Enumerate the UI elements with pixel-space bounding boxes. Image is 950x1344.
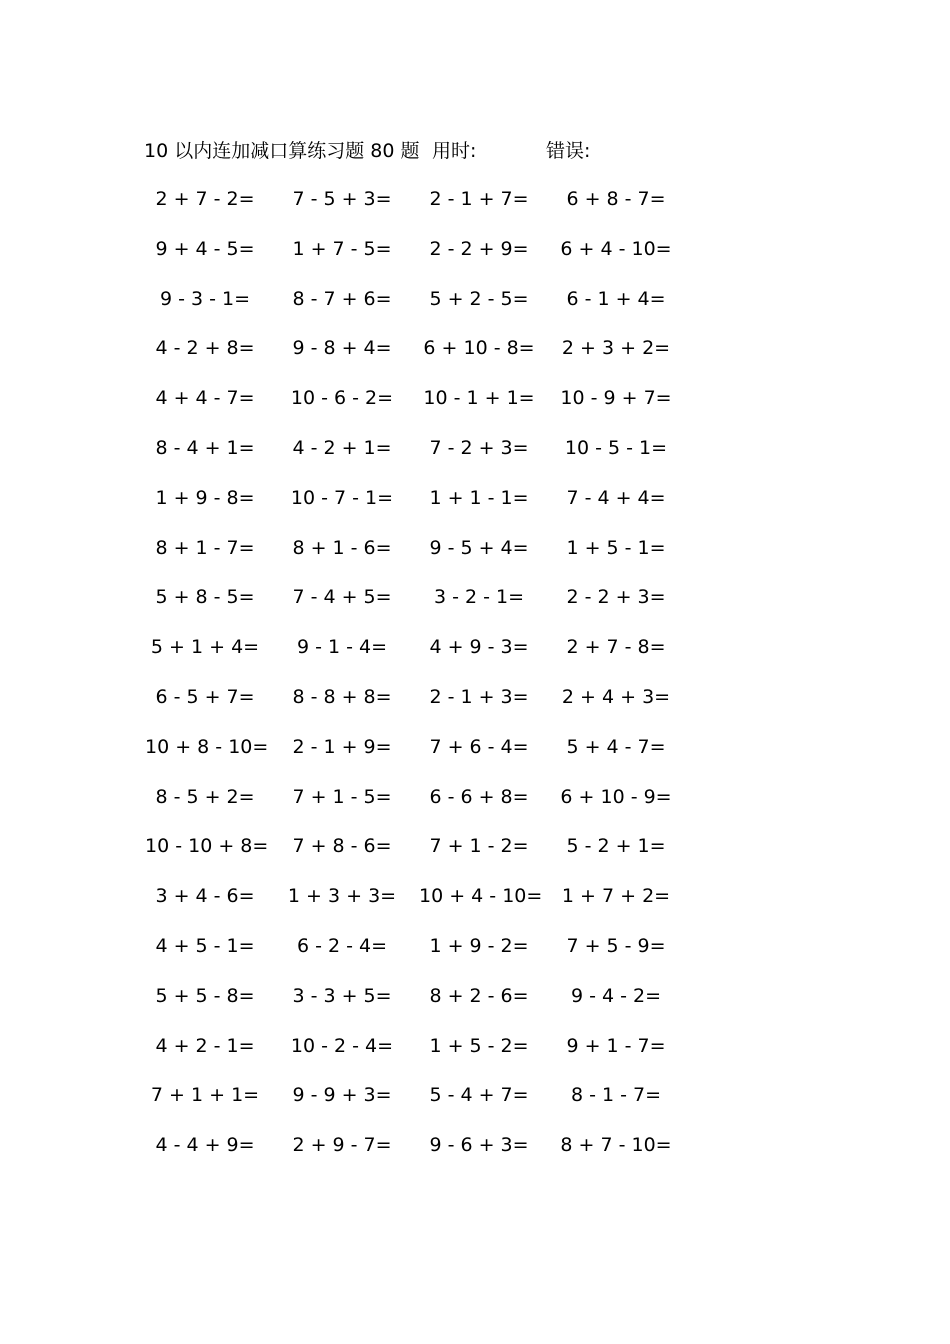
problem-row <box>145 782 705 832</box>
problem-row <box>145 483 705 533</box>
arithmetic-problem: 2 - 1 + 9= <box>292 735 392 758</box>
arithmetic-problem: 2 - 2 + 3= <box>566 586 666 609</box>
arithmetic-problem: 3 - 2 - 1= <box>433 586 525 609</box>
arithmetic-problem: 9 - 6 + 3= <box>429 1134 529 1157</box>
arithmetic-problem: 7 - 2 + 3= <box>429 436 529 459</box>
arithmetic-problem: 7 + 1 - 5= <box>292 785 392 808</box>
arithmetic-problem: 5 - 2 + 1= <box>566 835 666 858</box>
problem-row <box>145 1130 705 1180</box>
problem-row <box>145 184 705 234</box>
arithmetic-problem: 5 + 8 - 5= <box>155 586 255 609</box>
problem-row <box>145 582 705 632</box>
arithmetic-problem: 9 + 4 - 5= <box>155 237 255 260</box>
problem-row <box>145 632 705 682</box>
problem-row <box>145 881 705 931</box>
arithmetic-problem: 6 - 1 + 4= <box>566 287 666 310</box>
arithmetic-problem: 8 - 5 + 2= <box>155 785 255 808</box>
problem-row <box>145 732 705 782</box>
arithmetic-problem: 4 - 2 + 8= <box>155 337 255 360</box>
arithmetic-problem: 8 + 2 - 6= <box>429 984 529 1007</box>
problem-row <box>145 1080 705 1130</box>
arithmetic-problem: 8 + 7 - 10= <box>560 1134 672 1157</box>
arithmetic-problem: 5 + 2 - 5= <box>429 287 529 310</box>
arithmetic-problem: 8 + 1 - 6= <box>292 536 392 559</box>
arithmetic-problem: 1 + 7 + 2= <box>561 885 671 908</box>
arithmetic-problem: 1 + 5 - 1= <box>566 536 666 559</box>
arithmetic-problem: 9 - 5 + 4= <box>429 536 529 559</box>
arithmetic-problem: 2 + 7 - 8= <box>566 636 666 659</box>
arithmetic-problem: 10 - 2 - 4= <box>290 1034 394 1057</box>
arithmetic-problem: 9 + 1 - 7= <box>566 1034 666 1057</box>
arithmetic-problem: 10 - 6 - 2= <box>290 387 394 410</box>
errors-label: 错误: <box>546 140 591 162</box>
arithmetic-problem: 9 - 3 - 1= <box>159 287 251 310</box>
arithmetic-problem: 7 + 8 - 6= <box>292 835 392 858</box>
arithmetic-problem: 6 + 8 - 7= <box>566 188 666 210</box>
arithmetic-problem: 2 + 7 - 2= <box>155 188 255 210</box>
arithmetic-problem: 9 - 4 - 2= <box>570 984 662 1007</box>
problem-row <box>145 383 705 433</box>
arithmetic-problem: 5 + 1 + 4= <box>150 636 260 659</box>
worksheet-title: 10 以内连加减口算练习题 80 题 <box>144 140 420 162</box>
arithmetic-problem: 6 + 4 - 10= <box>560 237 672 260</box>
arithmetic-problem: 4 + 9 - 3= <box>429 636 529 659</box>
arithmetic-problem: 7 + 1 + 1= <box>150 1084 260 1107</box>
time-used-label: 用时: <box>432 140 477 162</box>
arithmetic-problem: 7 - 5 + 3= <box>292 188 392 210</box>
problem-row <box>145 433 705 483</box>
arithmetic-problem: 8 - 8 + 8= <box>292 685 392 708</box>
arithmetic-problem: 3 - 3 + 5= <box>292 984 392 1007</box>
problem-row <box>145 1031 705 1081</box>
problem-row <box>145 533 705 583</box>
arithmetic-problem: 9 - 1 - 4= <box>296 636 388 659</box>
arithmetic-problem: 7 - 4 + 4= <box>566 486 666 509</box>
arithmetic-problem: 2 + 3 + 2= <box>561 337 671 360</box>
arithmetic-problem: 1 + 3 + 3= <box>287 885 397 908</box>
arithmetic-problem: 4 - 4 + 9= <box>155 1134 255 1157</box>
arithmetic-problem: 8 - 7 + 6= <box>292 287 392 310</box>
arithmetic-problem: 4 + 4 - 7= <box>155 387 255 410</box>
arithmetic-problem: 10 + 4 - 10= <box>419 885 543 908</box>
arithmetic-problem: 8 - 1 - 7= <box>570 1084 662 1107</box>
arithmetic-problem: 1 + 7 - 5= <box>292 237 392 260</box>
arithmetic-problem: 10 - 10 + 8= <box>145 835 269 858</box>
arithmetic-problem: 2 + 9 - 7= <box>292 1134 392 1157</box>
problem-row <box>145 234 705 284</box>
arithmetic-problem: 1 + 9 - 2= <box>429 934 529 957</box>
problem-row <box>145 682 705 732</box>
problem-row <box>145 831 705 881</box>
arithmetic-problem: 4 - 2 + 1= <box>292 436 392 459</box>
arithmetic-problem: 10 - 5 - 1= <box>564 436 668 459</box>
arithmetic-problem: 6 - 2 - 4= <box>296 934 388 957</box>
arithmetic-problem: 1 + 1 - 1= <box>429 486 529 509</box>
arithmetic-problem: 7 + 1 - 2= <box>429 835 529 858</box>
arithmetic-problem: 3 + 4 - 6= <box>155 885 255 908</box>
arithmetic-problem: 9 - 9 + 3= <box>292 1084 392 1107</box>
arithmetic-problem: 1 + 9 - 8= <box>155 486 255 509</box>
arithmetic-problem: 4 + 2 - 1= <box>155 1034 255 1057</box>
problem-row <box>145 931 705 981</box>
problem-row <box>145 284 705 334</box>
arithmetic-problem: 6 - 5 + 7= <box>155 685 255 708</box>
arithmetic-problem: 5 + 5 - 8= <box>155 984 255 1007</box>
arithmetic-problem: 1 + 5 - 2= <box>429 1034 529 1057</box>
problem-grid <box>145 184 705 1180</box>
arithmetic-problem: 10 - 9 + 7= <box>560 387 672 410</box>
arithmetic-problem: 10 + 8 - 10= <box>145 735 269 758</box>
arithmetic-problem: 6 + 10 - 9= <box>560 785 672 808</box>
problem-row <box>145 333 705 383</box>
problem-row <box>145 981 705 1031</box>
arithmetic-problem: 10 - 7 - 1= <box>290 486 394 509</box>
arithmetic-problem: 4 + 5 - 1= <box>155 934 255 957</box>
arithmetic-problem: 5 + 4 - 7= <box>566 735 666 758</box>
arithmetic-problem: 2 - 1 + 3= <box>429 685 529 708</box>
arithmetic-problem: 2 + 4 + 3= <box>561 685 671 708</box>
arithmetic-problem: 5 - 4 + 7= <box>429 1084 529 1107</box>
arithmetic-problem: 7 + 6 - 4= <box>429 735 529 758</box>
arithmetic-problem: 9 - 8 + 4= <box>292 337 392 360</box>
arithmetic-problem: 6 - 6 + 8= <box>429 785 529 808</box>
arithmetic-problem: 7 - 4 + 5= <box>292 586 392 609</box>
arithmetic-problem: 6 + 10 - 8= <box>423 337 535 360</box>
arithmetic-problem: 10 - 1 + 1= <box>423 387 535 410</box>
arithmetic-problem: 7 + 5 - 9= <box>566 934 666 957</box>
arithmetic-problem: 8 + 1 - 7= <box>155 536 255 559</box>
arithmetic-problem: 2 - 2 + 9= <box>429 237 529 260</box>
arithmetic-problem: 2 - 1 + 7= <box>429 188 529 210</box>
arithmetic-problem: 8 - 4 + 1= <box>155 436 255 459</box>
